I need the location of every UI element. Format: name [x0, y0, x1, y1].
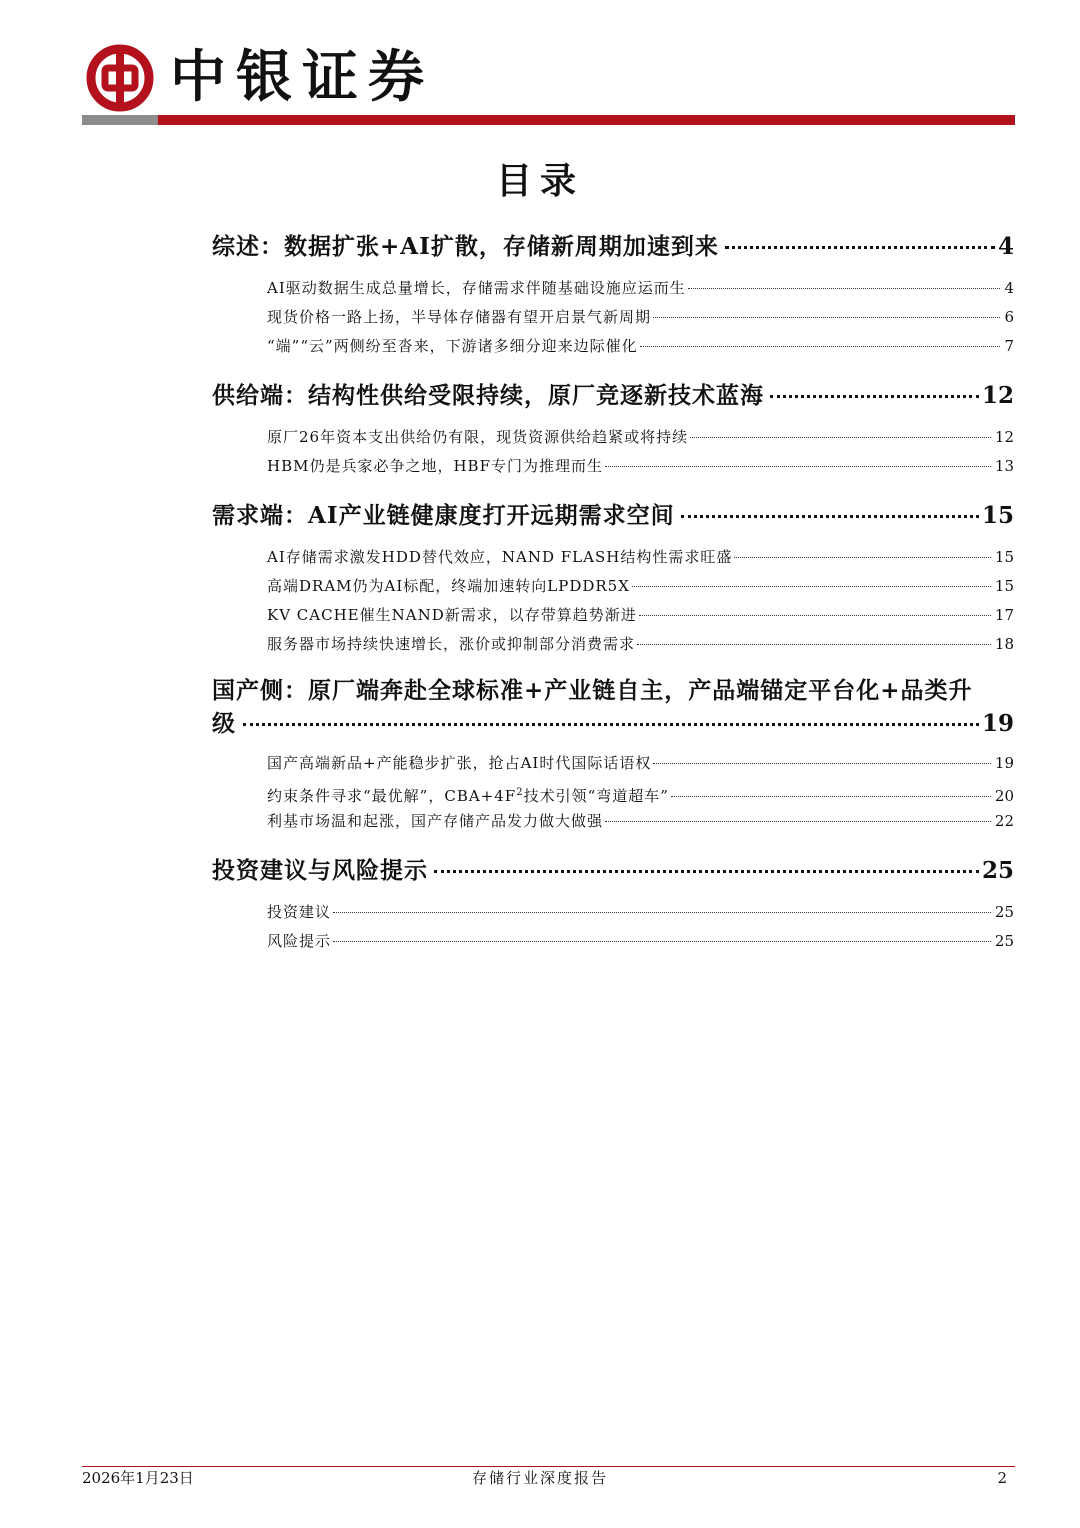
toc-title: 目录	[495, 160, 584, 202]
table-of-contents	[212, 228, 1014, 956]
toc-section	[212, 852, 1014, 956]
toc-subentries	[212, 274, 1014, 361]
toc-subentries	[212, 543, 1014, 659]
toc-entry-title: 服务器市场持续快速增长，涨价或抑制部分消费需求	[267, 635, 636, 653]
toc-entry[interactable]	[267, 572, 1014, 601]
toc-entry-page: 18	[994, 635, 1014, 653]
toc-heading-title: 供给端：结构性供给受限持续，原厂竞逐新技术蓝海	[212, 382, 764, 409]
toc-entry-page: 7	[1004, 337, 1014, 355]
toc-entry[interactable]	[267, 927, 1014, 956]
toc-entry-title: 利基市场温和起涨，国产存储产品发力做大做强	[267, 812, 604, 830]
toc-entry-title: KV CACHE催生NAND新需求，以存带算趋势渐进	[267, 606, 637, 624]
toc-leader	[632, 585, 991, 587]
toc-heading[interactable]	[212, 675, 1014, 741]
footer-rule	[82, 1466, 1015, 1467]
toc-leader	[734, 556, 991, 558]
toc-leader	[434, 869, 979, 873]
toc-heading-page: 19	[981, 710, 1014, 737]
toc-entry[interactable]	[267, 778, 1014, 807]
footer-date: 2026年1月23日	[82, 1469, 194, 1487]
toc-leader	[770, 394, 979, 398]
toc-entry-page: 25	[994, 903, 1014, 921]
toc-entry[interactable]	[267, 452, 1014, 481]
toc-leader	[653, 316, 1000, 318]
toc-entry-page: 20	[994, 787, 1014, 805]
toc-entry-title: AI驱动数据生成总量增长，存储需求伴随基础设施应运而生	[267, 279, 686, 297]
toc-heading-page: 15	[981, 502, 1014, 529]
footer-page-number: 2	[997, 1469, 1007, 1487]
bank-of-china-logo-icon	[86, 44, 154, 112]
toc-leader	[681, 514, 979, 518]
toc-leader	[639, 614, 991, 616]
toc-entry-page: 15	[994, 577, 1014, 595]
toc-entry-title: 投资建议	[267, 903, 332, 921]
toc-heading-title: 投资建议与风险提示	[212, 857, 428, 884]
header-rule	[82, 115, 1015, 125]
toc-entry-title: 国产高端新品+产能稳步扩张，抢占AI时代国际话语权	[267, 754, 652, 772]
toc-entry[interactable]	[267, 601, 1014, 630]
toc-entry-page: 15	[994, 548, 1014, 566]
toc-section	[212, 497, 1014, 659]
toc-heading[interactable]	[212, 228, 1014, 266]
toc-section	[212, 377, 1014, 481]
toc-subentries	[212, 423, 1014, 481]
toc-entry-page: 13	[994, 457, 1014, 475]
toc-subentries	[212, 749, 1014, 836]
footer-report-title: 存储行业深度报告	[471, 1469, 608, 1487]
toc-entry-title-pre: 约束条件寻求“最优解”，CBA+4F	[267, 787, 517, 805]
toc-entry-page: 19	[994, 754, 1014, 772]
toc-entry-page: 22	[994, 812, 1014, 830]
toc-entry-title: 高端DRAM仍为AI标配，终端加速转向LPDDR5X	[267, 577, 630, 595]
toc-entry-title: AI存储需求激发HDD替代效应，NAND FLASH结构性需求旺盛	[267, 548, 733, 566]
company-name: 中银证券	[170, 45, 434, 110]
superscript: 2	[516, 787, 524, 798]
toc-entry[interactable]	[267, 303, 1014, 332]
toc-entry-title: HBM仍是兵家必争之地，HBF专门为推理而生	[267, 457, 603, 475]
toc-heading[interactable]	[212, 497, 1014, 535]
toc-leader	[688, 287, 1001, 289]
toc-leader	[243, 722, 979, 726]
toc-heading-title: 需求端：AI产业链健康度打开远期需求空间	[212, 502, 675, 529]
toc-leader	[637, 643, 991, 645]
toc-entry-page: 17	[994, 606, 1014, 624]
toc-entry[interactable]	[267, 749, 1014, 778]
toc-entry[interactable]	[267, 423, 1014, 452]
toc-leader	[671, 795, 991, 797]
toc-entry-title-post: 技术引领“弯道超车”	[523, 787, 669, 805]
toc-entry-page: 4	[1004, 279, 1014, 297]
toc-heading-page: 4	[997, 233, 1014, 260]
header-rule-red	[158, 115, 1015, 125]
toc-heading-title: 综述：数据扩张+AI扩散，存储新周期加速到来	[212, 233, 719, 260]
toc-entry-title: “端”“云”两侧纷至沓来，下游诸多细分迎来边际催化	[267, 337, 638, 355]
toc-entry-title: 风险提示	[267, 932, 332, 950]
toc-leader	[653, 762, 991, 764]
toc-section	[212, 228, 1014, 361]
toc-leader	[333, 940, 991, 942]
toc-leader	[690, 436, 991, 438]
toc-heading-title-line1: 国产侧：原厂端奔赴全球标准+产业链自主，产品端锚定平台化+品类升	[212, 677, 973, 704]
toc-heading-line2	[212, 707, 1014, 741]
toc-heading[interactable]	[212, 852, 1014, 890]
toc-entry[interactable]	[267, 274, 1014, 303]
toc-entry-page: 12	[994, 428, 1014, 446]
toc-leader	[333, 911, 991, 913]
toc-entry[interactable]	[267, 543, 1014, 572]
toc-entry[interactable]	[267, 332, 1014, 361]
toc-entry-title: 原厂26年资本支出供给仍有限，现货资源供给趋紧或将持续	[267, 428, 689, 446]
toc-heading-title-line2: 级	[212, 710, 235, 737]
toc-leader	[605, 465, 991, 467]
toc-entry[interactable]	[267, 630, 1014, 659]
toc-entry[interactable]	[267, 898, 1014, 927]
toc-leader	[725, 245, 995, 249]
toc-entry-page: 6	[1004, 308, 1014, 326]
toc-heading[interactable]	[212, 377, 1014, 415]
toc-section	[212, 675, 1014, 836]
toc-subentries	[212, 898, 1014, 956]
toc-heading-page: 12	[981, 382, 1014, 409]
toc-entry-page: 25	[994, 932, 1014, 950]
toc-entry[interactable]	[267, 807, 1014, 836]
header-rule-grey	[82, 115, 158, 125]
toc-leader	[605, 820, 991, 822]
toc-entry-title: 现货价格一路上扬，半导体存储器有望开启景气新周期	[267, 308, 652, 326]
toc-heading-page: 25	[981, 857, 1014, 884]
toc-leader	[640, 345, 1001, 347]
